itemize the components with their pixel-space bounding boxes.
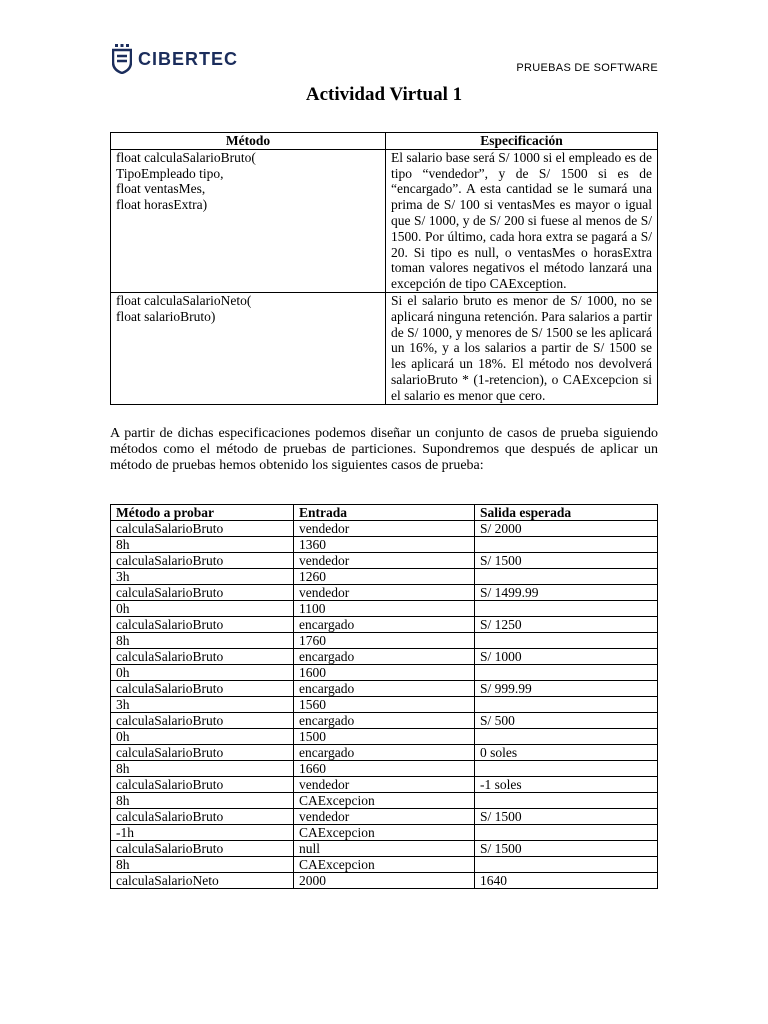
method-cell: calculaSalarioBruto — [111, 585, 294, 601]
column-header-method: Método — [111, 133, 386, 150]
table-row — [111, 729, 658, 745]
expected-output-cell: S/ 999.99 — [475, 681, 658, 697]
input-cell: 1760 — [294, 633, 475, 649]
table-row — [111, 873, 658, 889]
expected-output-cell: -1 soles — [475, 777, 658, 793]
input-cell: 1360 — [294, 537, 475, 553]
input-cell: 1560 — [294, 697, 475, 713]
table-row — [111, 649, 658, 665]
method-cell: calculaSalarioBruto — [111, 809, 294, 825]
input-cell: encargado — [294, 649, 475, 665]
method-cell: -1h — [111, 825, 294, 841]
input-cell: null — [294, 841, 475, 857]
method-cell: 0h — [111, 729, 294, 745]
input-cell: encargado — [294, 617, 475, 633]
cibertec-logo — [112, 44, 238, 74]
method-line: TipoEmpleado tipo, — [116, 165, 224, 181]
table-row — [111, 553, 658, 569]
table-row — [111, 777, 658, 793]
expected-output-cell: S/ 1500 — [475, 841, 658, 857]
method-cell: calculaSalarioBruto — [111, 553, 294, 569]
input-cell: 1660 — [294, 761, 475, 777]
method-line: float calculaSalarioNeto( — [116, 292, 252, 308]
table-row — [111, 745, 658, 761]
intro-paragraph: A partir de dichas especificaciones podemos diseñar un conjunto de casos de prueba siguiendo métodos como el método de pruebas de particiones. Supondremos que después de aplicar un método de pruebas hemos obtenido los siguientes casos de prueba: — [110, 426, 658, 473]
spec-row — [111, 149, 658, 292]
method-line: float salarioBruto) — [116, 308, 216, 324]
method-cell: calculaSalarioBruto — [111, 521, 294, 537]
method-cell: 3h — [111, 697, 294, 713]
table-row — [111, 857, 658, 873]
input-cell: 1260 — [294, 569, 475, 585]
table-row — [111, 681, 658, 697]
method-cell: 8h — [111, 857, 294, 873]
table-row — [111, 569, 658, 585]
input-cell: 1500 — [294, 729, 475, 745]
method-cell: 3h — [111, 569, 294, 585]
method-cell — [111, 149, 386, 292]
column-header-specification: Especificación — [386, 133, 658, 150]
table-row — [111, 841, 658, 857]
input-cell: 2000 — [294, 873, 475, 889]
column-header-input: Entrada — [294, 505, 475, 521]
expected-output-cell: S/ 1250 — [475, 617, 658, 633]
table-row — [111, 665, 658, 681]
method-cell: calculaSalarioBruto — [111, 745, 294, 761]
expected-output-cell: 1640 — [475, 873, 658, 889]
method-cell: calculaSalarioBruto — [111, 681, 294, 697]
expected-output-cell — [475, 761, 658, 777]
table-row — [111, 761, 658, 777]
expected-output-cell: S/ 2000 — [475, 521, 658, 537]
method-cell: 0h — [111, 601, 294, 617]
method-cell: calculaSalarioBruto — [111, 713, 294, 729]
expected-output-cell: S/ 1500 — [475, 809, 658, 825]
expected-output-cell — [475, 793, 658, 809]
input-cell: vendedor — [294, 777, 475, 793]
expected-output-cell — [475, 825, 658, 841]
expected-output-cell — [475, 665, 658, 681]
method-cell: calculaSalarioBruto — [111, 841, 294, 857]
input-cell: vendedor — [294, 553, 475, 569]
expected-output-cell: S/ 1500 — [475, 553, 658, 569]
input-cell: encargado — [294, 745, 475, 761]
input-cell: vendedor — [294, 521, 475, 537]
expected-output-cell: S/ 500 — [475, 713, 658, 729]
method-cell: calculaSalarioNeto — [111, 873, 294, 889]
logo-text: CIBERTEC — [138, 48, 239, 69]
course-name: PRUEBAS DE SOFTWARE — [516, 62, 658, 74]
spec-row — [111, 292, 658, 404]
input-cell: CAExcepcion — [294, 857, 475, 873]
method-line: float calculaSalarioBruto( — [116, 149, 256, 165]
expected-output-cell — [475, 697, 658, 713]
input-cell: 1600 — [294, 665, 475, 681]
expected-output-cell: S/ 1000 — [475, 649, 658, 665]
method-cell: 8h — [111, 793, 294, 809]
method-cell: 8h — [111, 633, 294, 649]
method-cell — [111, 292, 386, 404]
table-row — [111, 617, 658, 633]
column-header-method-to-test: Método a probar — [111, 505, 294, 521]
expected-output-cell — [475, 601, 658, 617]
table-row — [111, 521, 658, 537]
specification-cell: Si el salario bruto es menor de S/ 1000, no se aplicará ninguna retención. Para salarios a partir de S/ 1000, y menores de S/ 1500 se les aplicará un 16%, y a los salarios a partir de S/ 1500 se les aplicará un 18%. El método nos devolverá salarioBruto * (1-retencion), o CAExcepcion si el salario es menor que cero. — [386, 292, 658, 404]
expected-output-cell — [475, 729, 658, 745]
method-cell: calculaSalarioBruto — [111, 617, 294, 633]
expected-output-cell: S/ 1499.99 — [475, 585, 658, 601]
table-row — [111, 793, 658, 809]
input-cell: CAExcepcion — [294, 793, 475, 809]
page-title: Actividad Virtual 1 — [305, 84, 463, 105]
method-line: float ventasMes, — [116, 181, 206, 197]
table-row — [111, 585, 658, 601]
method-line: float horasExtra) — [116, 197, 208, 213]
test-cases-table — [110, 504, 658, 889]
column-header-expected-output: Salida esperada — [475, 505, 658, 521]
input-cell: CAExcepcion — [294, 825, 475, 841]
table-row — [111, 697, 658, 713]
method-cell: 8h — [111, 761, 294, 777]
expected-output-cell: 0 soles — [475, 745, 658, 761]
expected-output-cell — [475, 633, 658, 649]
table-row — [111, 537, 658, 553]
method-cell: calculaSalarioBruto — [111, 649, 294, 665]
table-row — [111, 825, 658, 841]
table-row — [111, 809, 658, 825]
input-cell: encargado — [294, 713, 475, 729]
specification-table — [110, 132, 658, 405]
specification-cell: El salario base será S/ 1000 si el empleado es de tipo “vendedor”, y de S/ 1500 si es de “encargado”. A esta cantidad se le sumará una prima de S/ 100 si ventasMes es mayor o igual que S/ 1000, y de S/ 200 si fuese al menos de S/ 1500. Por último, cada hora extra se pagará a S/ 20. Si tipo es null, o ventasMes o horasExtra toman valores negativos el método lanzará una excepción de tipo CAException. — [386, 149, 658, 292]
table-row — [111, 601, 658, 617]
method-cell: calculaSalarioBruto — [111, 777, 294, 793]
expected-output-cell — [475, 857, 658, 873]
input-cell: encargado — [294, 681, 475, 697]
shield-icon — [112, 44, 132, 74]
method-cell: 8h — [111, 537, 294, 553]
input-cell: vendedor — [294, 809, 475, 825]
input-cell: 1100 — [294, 601, 475, 617]
expected-output-cell — [475, 569, 658, 585]
expected-output-cell — [475, 537, 658, 553]
table-row — [111, 633, 658, 649]
method-cell: 0h — [111, 665, 294, 681]
input-cell: vendedor — [294, 585, 475, 601]
table-row — [111, 713, 658, 729]
